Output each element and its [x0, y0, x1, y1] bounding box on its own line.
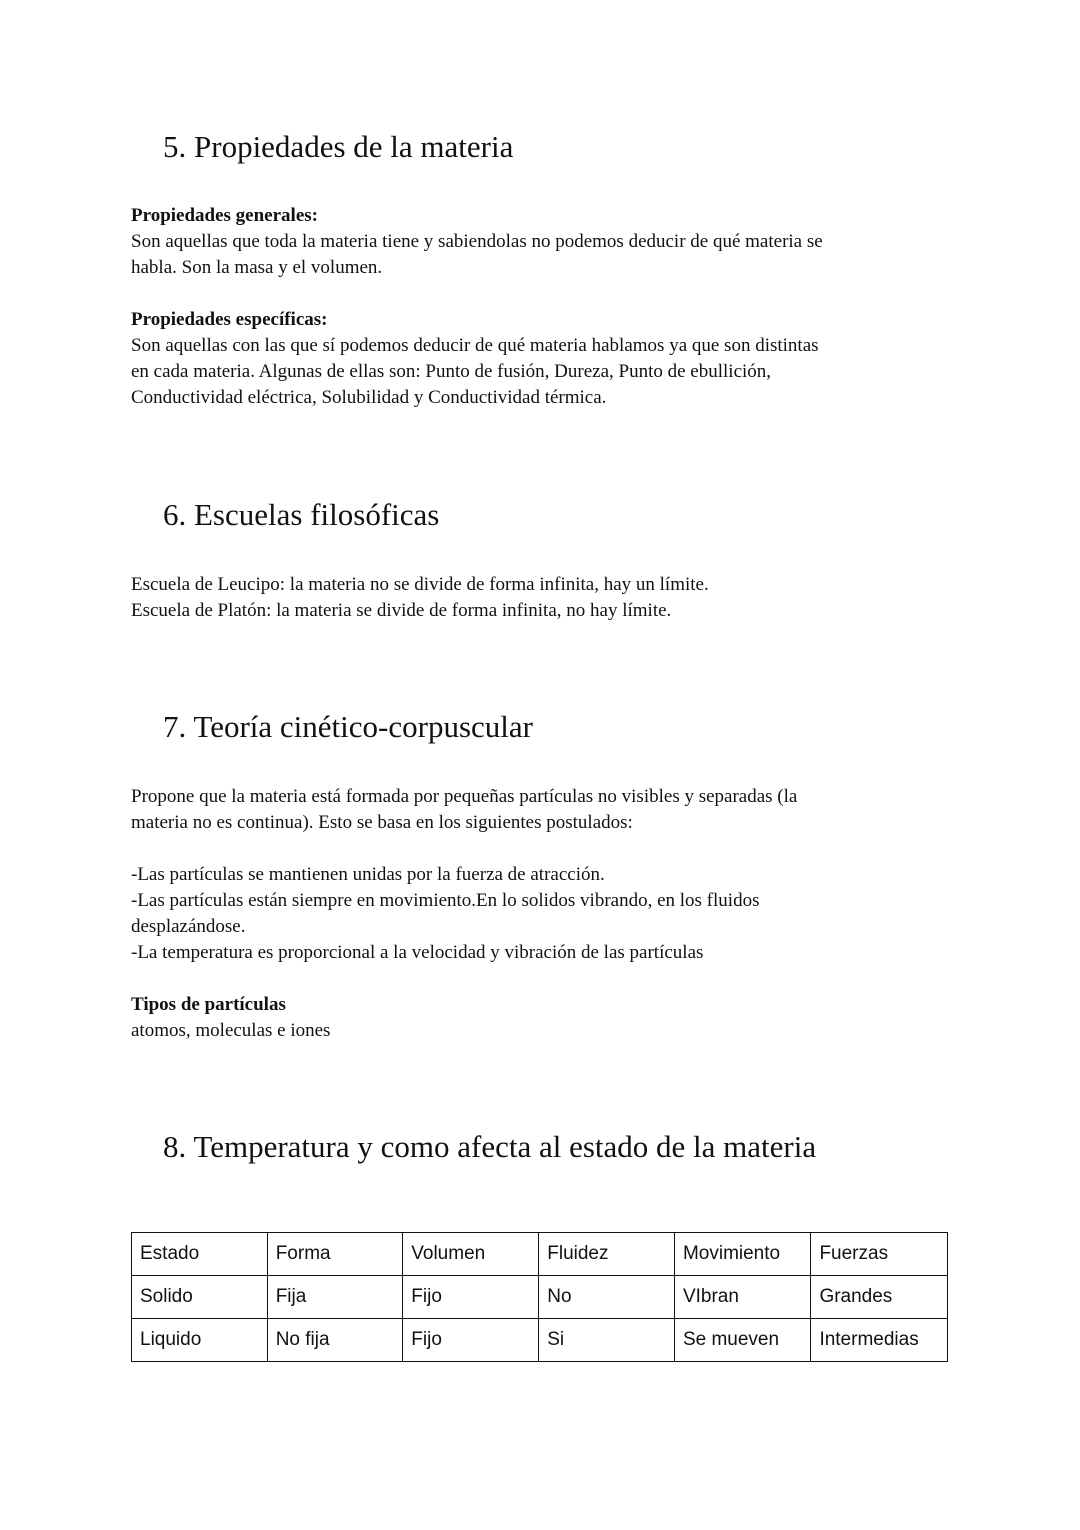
- table-header-row: [132, 1233, 948, 1276]
- text-line: habla. Son la masa y el volumen.: [131, 257, 383, 278]
- states-table: [131, 1232, 948, 1362]
- text-line: Conductividad eléctrica, Solubilidad y Conductividad térmica.: [131, 387, 607, 408]
- table-cell: Se mueven: [674, 1319, 810, 1362]
- general-properties-heading: Propiedades generales:: [131, 205, 318, 226]
- table-cell: Volumen: [403, 1233, 539, 1276]
- section-5-title: 5. Propiedades de la materia: [163, 129, 514, 164]
- table-row: [132, 1276, 948, 1319]
- table-cell: Fija: [267, 1276, 403, 1319]
- text-line: Propone que la materia está formada por pequeñas partículas no visibles y separadas (la: [131, 786, 798, 807]
- section-7-body: [131, 784, 951, 1044]
- table-cell: Fijo: [403, 1276, 539, 1319]
- table-cell: Fuerzas: [811, 1233, 948, 1276]
- table-cell: Grandes: [811, 1276, 948, 1319]
- table-cell: Fijo: [403, 1319, 539, 1362]
- table-cell: Solido: [132, 1276, 268, 1319]
- section-6-body: [131, 572, 951, 624]
- text-line: materia no es continua). Esto se basa en los siguientes postulados:: [131, 812, 633, 833]
- postulate: desplazándose.: [131, 916, 246, 937]
- table-cell: Forma: [267, 1233, 403, 1276]
- table-row: [132, 1319, 948, 1362]
- text-line: Son aquellas que toda la materia tiene y sabiendolas no podemos deducir de qué materia se: [131, 231, 823, 252]
- particle-types-heading: Tipos de partículas: [131, 994, 286, 1015]
- table-cell: Estado: [132, 1233, 268, 1276]
- table-cell: No: [539, 1276, 675, 1319]
- table-cell: Movimiento: [674, 1233, 810, 1276]
- specific-properties-heading: Propiedades específicas:: [131, 309, 328, 330]
- table-cell: Si: [539, 1319, 675, 1362]
- section-8-title: 8. Temperatura y como afecta al estado de la materia: [163, 1129, 817, 1164]
- table-cell: No fija: [267, 1319, 403, 1362]
- section-5-body: [131, 203, 951, 411]
- table-cell: VIbran: [674, 1276, 810, 1319]
- section-6-title: 6. Escuelas filosóficas: [163, 497, 440, 532]
- postulate: -Las partículas se mantienen unidas por la fuerza de atracción.: [131, 864, 605, 885]
- text-line: Escuela de Platón: la materia se divide de forma infinita, no hay límite.: [131, 600, 672, 621]
- postulate: -La temperatura es proporcional a la velocidad y vibración de las partículas: [131, 942, 704, 963]
- table-cell: Liquido: [132, 1319, 268, 1362]
- text-line: atomos, moleculas e iones: [131, 1020, 331, 1041]
- postulate: -Las partículas están siempre en movimiento.En lo solidos vibrando, en los fluidos: [131, 890, 760, 911]
- table-cell: Fluidez: [539, 1233, 675, 1276]
- text-line: Escuela de Leucipo: la materia no se divide de forma infinita, hay un límite.: [131, 574, 709, 595]
- text-line: Son aquellas con las que sí podemos deducir de qué materia hablamos ya que son distintas: [131, 335, 819, 356]
- text-line: en cada materia. Algunas de ellas son: Punto de fusión, Dureza, Punto de ebullición,: [131, 361, 772, 382]
- table-cell: Intermedias: [811, 1319, 948, 1362]
- section-7-title: 7. Teoría cinético-corpuscular: [163, 709, 533, 744]
